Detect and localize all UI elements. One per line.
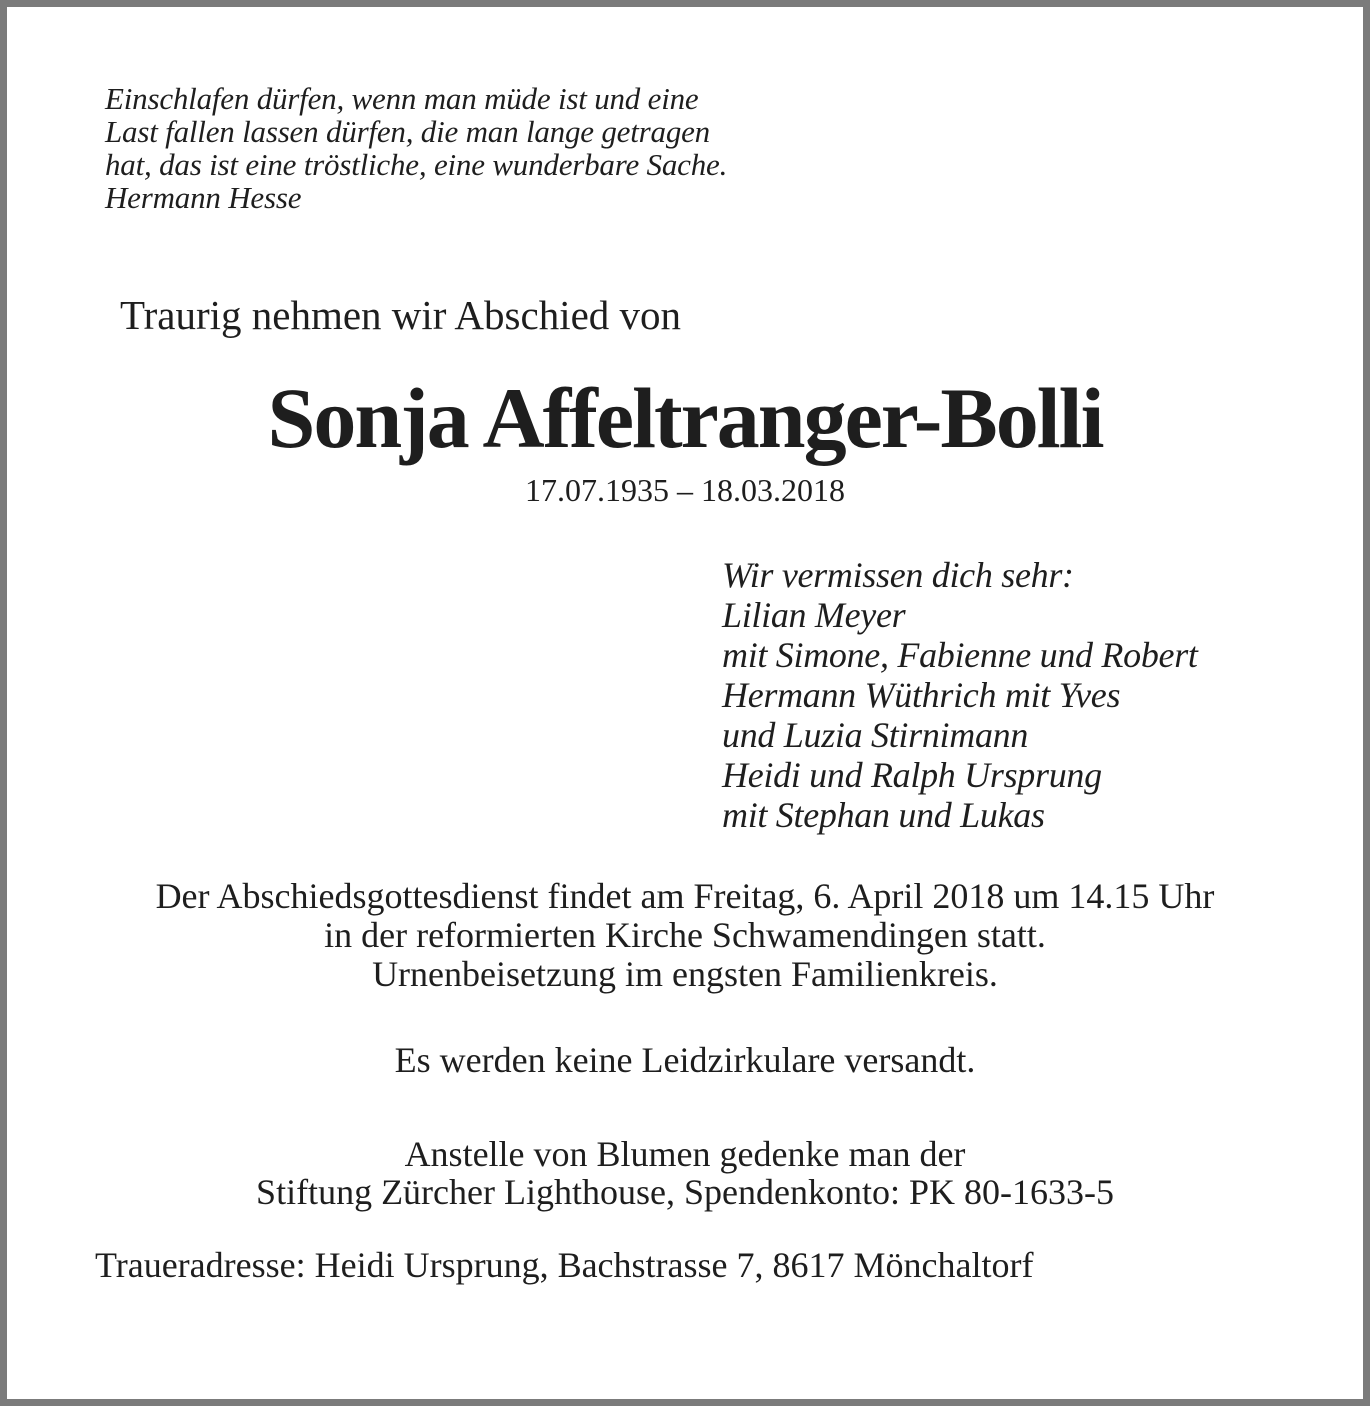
quote-line: Einschlafen dürfen, wenn man müde ist und eine bbox=[105, 81, 699, 116]
quote-attribution: Hermann Hesse bbox=[105, 180, 302, 215]
mourner-line: und Luzia Stirnimann bbox=[722, 715, 1029, 755]
mourner-line: mit Stephan und Lukas bbox=[722, 795, 1045, 835]
life-dates: 17.07.1935 – 18.03.2018 bbox=[525, 472, 845, 508]
service-info bbox=[7, 877, 1363, 994]
service-line: Der Abschiedsgottesdienst findet am Freitag, 6. April 2018 um 14.15 Uhr bbox=[155, 876, 1215, 916]
service-line: Urnenbeisetzung im engsten Familienkreis. bbox=[372, 954, 998, 994]
quote-line: hat, das ist eine tröstliche, eine wunderbare Sache. bbox=[105, 147, 728, 182]
memorial-quote bbox=[105, 82, 727, 214]
mourner-line: Hermann Wüthrich mit Yves bbox=[722, 675, 1121, 715]
mourners-heading: Wir vermissen dich sehr: bbox=[722, 555, 1074, 595]
mourners-block bbox=[722, 555, 1198, 835]
service-line: in der reformierten Kirche Schwamendingen statt. bbox=[324, 915, 1046, 955]
mourner-line: Lilian Meyer bbox=[722, 595, 906, 635]
quote-line: Last fallen lassen dürfen, die man lange getragen bbox=[105, 114, 710, 149]
mourner-line: mit Simone, Fabienne und Robert bbox=[722, 635, 1198, 675]
donation-info bbox=[7, 1135, 1363, 1211]
mourning-address: Traueradresse: Heidi Ursprung, Bachstrasse 7, 8617 Mönchaltorf bbox=[95, 1245, 1034, 1285]
deceased-name: Sonja Affeltranger-Bolli bbox=[267, 370, 1103, 466]
no-circulars-notice: Es werden keine Leidzirkulare versandt. bbox=[394, 1040, 976, 1080]
donation-line: Stiftung Zürcher Lighthouse, Spendenkonto: PK 80-1633-5 bbox=[256, 1172, 1114, 1212]
donation-line: Anstelle von Blumen gedenke man der bbox=[404, 1134, 966, 1174]
mourner-line: Heidi und Ralph Ursprung bbox=[722, 755, 1102, 795]
farewell-intro: Traurig nehmen wir Abschied von bbox=[120, 292, 682, 338]
